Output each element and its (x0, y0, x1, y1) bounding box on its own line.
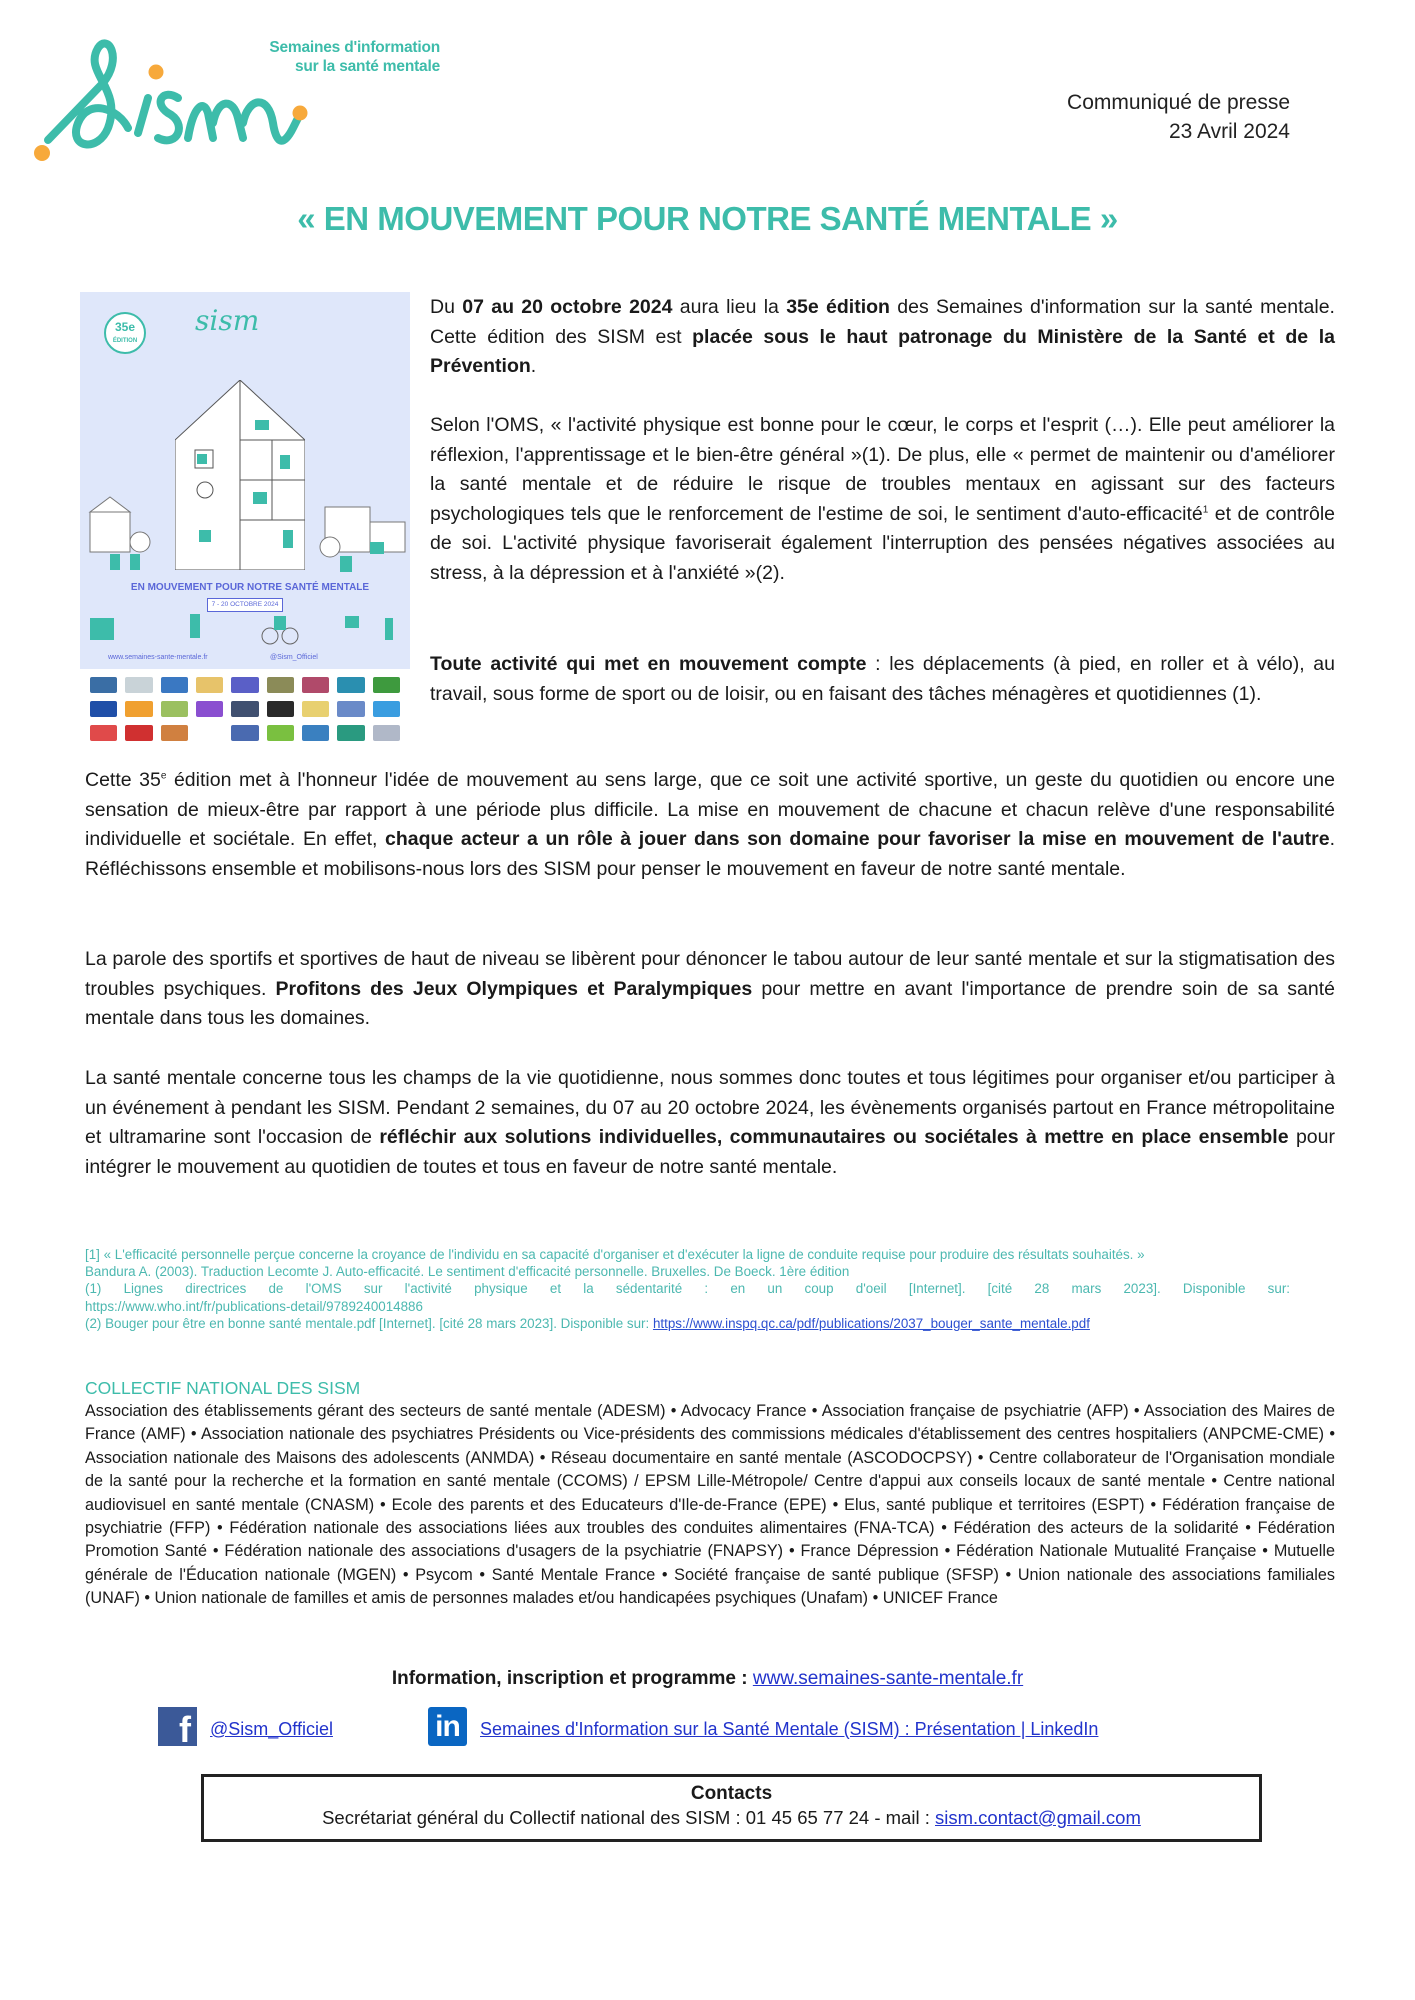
partner-logo (161, 701, 188, 717)
partner-logo (302, 677, 329, 693)
footnote-inspq: (2) Bouger pour être en bonne santé mentale.pdf [Internet]. [cité 28 mars 2023]. Disponible sur: https://www.inspq.qc.ca/pdf/publications/2037_bouger_sante_mentale.pdf (85, 1315, 1090, 1331)
partner-logo (231, 725, 258, 741)
partner-logo (373, 677, 400, 693)
contacts-title: Contacts (690, 1783, 773, 1804)
partner-logo (302, 701, 329, 717)
footnote-1-source: Bandura A. (2003). Traduction Lecomte J. Auto-efficacité. Le sentiment d'efficacité personnelle. Bruxelles. De Boeck. 1ère édition (85, 1264, 850, 1280)
partner-logo (196, 725, 223, 741)
footnote-oms: (1) Lignes directrices de l'OMS sur l'activité physique et la sédentarité : en un coup d'oeil [Internet]. [cité 28 mars 2023]. Disponible sur: (85, 1281, 1290, 1297)
partner-logo (196, 701, 223, 717)
poster-website: www.semaines-sante-mentale.fr (108, 654, 208, 661)
press-release-header (1067, 88, 1290, 146)
contacts-line: Secrétariat général du Collectif national des SISM : 01 45 65 77 24 - mail : sism.contact@gmail.com (322, 1807, 1141, 1828)
poster-logo: sism (195, 304, 260, 337)
partner-logo (90, 701, 117, 717)
partner-logo (90, 677, 117, 693)
poster-banner-date: 7 - 20 OCTOBRE 2024 (207, 598, 283, 612)
partner-logo (125, 725, 152, 741)
partner-logo (231, 677, 258, 693)
footnote-1: [1] « L'efficacité personnelle perçue concerne la croyance de l'individu en sa capacité d'organiser et d'exécuter la ligne de conduite requise pour produire des résultats souhaités. » (85, 1247, 1145, 1262)
website-link[interactable]: www.semaines-sante-mentale.fr (752, 1668, 1024, 1689)
event-poster-image (80, 292, 410, 747)
partner-logo (267, 701, 294, 717)
facebook-icon[interactable]: f (158, 1707, 197, 1746)
poster-footer-bar (80, 647, 410, 669)
partner-logo (373, 701, 400, 717)
collectif-title: COLLECTIF NATIONAL DES SISM (85, 1378, 361, 1398)
linkedin-icon[interactable]: in (428, 1707, 467, 1746)
people-illustration-icon (80, 610, 410, 646)
footnote-oms-url: https://www.who.int/fr/publications-detail/9789240014886 (85, 1298, 423, 1314)
poster-social-handle: @Sism_Officiel (270, 654, 318, 661)
doc-type: Communiqué de presse (1067, 91, 1290, 114)
poster-banner-title: EN MOUVEMENT POUR NOTRE SANTÉ MENTALE (130, 582, 370, 593)
partner-logo (267, 725, 294, 741)
partner-logo (373, 725, 400, 741)
info-label: Information, inscription et programme : (391, 1668, 753, 1689)
partner-logo (90, 725, 117, 741)
release-date: 23 Avril 2024 (1168, 120, 1290, 143)
partner-logo (196, 677, 223, 693)
logo-tagline: Semaines d'information sur la santé mentale (269, 39, 440, 75)
footnotes (85, 1246, 1290, 1332)
partner-logo (161, 677, 188, 693)
partner-logo (337, 725, 364, 741)
partner-logo (337, 701, 364, 717)
oms-paragraph: Selon l'OMS, « l'activité physique est bonne pour le cœur, le corps et l'esprit (…). Elle peut améliorer la réflexion, l'apprentissage et le bien-être général »(1). De plus, elle « permet de maintenir ou d'améliorer la santé mentale et de réduire le risque de troubles mentaux en agissant sur des facteurs psychologiques tels que le renforcement de l'estime de soi, le sentiment d'auto-efficacité$^1$ et de contrôle de soi. L'activité physique favoriserait également l'interruption des pensées négatives associées au stress, à la dépression et à l'anxiété »(2). (430, 414, 1335, 584)
sism-logo (28, 28, 440, 173)
linkedin-link[interactable]: Semaines d'Information sur la Santé Mentale (SISM) : Présentation | LinkedIn (480, 1719, 1099, 1739)
page-title: « EN MOUVEMENT POUR NOTRE SANTÉ MENTALE » (297, 200, 1118, 237)
collectif-members: Association des établissements gérant des secteurs de santé mentale (ADESM) • Advocacy France • Association française de psychiatrie (AFP) • Association des Maires de France (AMF) • Association nationale des psychiatres Présidents ou Vice-présidents des commissions médicales d'établissement des centres hospitaliers (ANPCME-CME) • Association nationale des Maisons des adolescents (ANMDA) • Réseau documentaire en santé mentale (ASCODOCPSY) • Centre collaborateur de l'Organisation mondiale de la santé pour la recherche et la formation en santé mentale (CCOMS) / EPSM Lille-Métropole/ Centre d'appui aux conseils locaux de santé mentale • Centre national audiovisuel en santé mentale (CNASM) • Ecole des parents et des Educateurs d'Ile-de-France (EPE) • Elus, santé publique et territoires (ESPT) • Fédération française de psychiatrie (FFP) • Fédération nationale des associations liées aux troubles des conduites alimentaires (FNA-TCA) • Fédération des acteurs de la solidarité • Fédération Promotion Santé • Fédération nationale des associations d'usagers de la psychiatrie (FNAPSY) • France Dépression • Fédération Nationale Mutualité Française • Mutuelle générale de l'Éducation nationale (MGEN) • Psycom • Santé Mentale France • Société française de santé publique (SFSP) • Union nationale des associations familiales (UNAF) • Union nationale de familles et amis de personnes malades et/ou handicapées psychiques (Unafam) • UNICEF France (85, 1402, 1335, 1608)
facebook-link[interactable]: @Sism_Officiel (210, 1719, 333, 1739)
edition-badge: 35e ÉDITION (104, 312, 146, 354)
partner-logos-grid (90, 677, 400, 743)
athletes-paragraph: La parole des sportifs et sportives de haut de niveau se libèrent pour dénoncer le tabou autour de leur santé mentale et sur la stigmatisation des troubles psychiques. Profitons des Jeux Olympiques et Paralympiques pour mettre en avant l'importance de prendre soin de sa santé mentale dans tous les domaines. (85, 948, 1335, 1030)
partner-logo (302, 725, 329, 741)
edition-paragraph: Cette 35e édition met à l'honneur l'idée de mouvement au sens large, que ce soit une activité sportive, un geste du quotidien ou encore une sensation de mieux-être par rapport à une période plus difficile. La mise en mouvement de chacune et chacun relève d'une responsabilité individuelle et sociétale. En effet, chaque acteur a un rôle à jouer dans son domaine pour favoriser la mise en mouvement de l'autre. Réfléchissons ensemble et mobilisons-nous lors des SISM pour penser le mouvement en faveur de notre santé mentale. (85, 769, 1336, 880)
partner-logo (231, 701, 258, 717)
contacts-box (201, 1774, 1262, 1842)
partner-logo (267, 677, 294, 693)
partner-logo (125, 677, 152, 693)
street-illustration-icon (80, 492, 410, 582)
activity-paragraph: Toute activité qui met en mouvement compte : les déplacements (à pied, en roller et à vélo), au travail, sous forme de sport ou de loisir, ou en faisant des tâches ménagères et quotidiennes (1). (430, 653, 1335, 705)
partner-logo (337, 677, 364, 693)
email-link[interactable]: sism.contact@gmail.com (935, 1807, 1141, 1828)
events-paragraph: La santé mentale concerne tous les champs de la vie quotidienne, nous sommes donc toutes et tous légitimes pour organiser et/ou participer à un événement à pendant les SISM. Pendant 2 semaines, du 07 au 20 octobre 2024, les évènements organisés partout en France métropolitaine et ultramarine sont l'occasion de réfléchir aux solutions individuelles, communautaires ou sociétales à mettre en place ensemble pour intégrer le mouvement au quotidien de toutes et tous en faveur de notre santé mentale. (85, 1067, 1335, 1178)
partner-logo (125, 701, 152, 717)
inspq-link[interactable]: https://www.inspq.qc.ca/pdf/publications/2037_bouger_sante_mentale.pdf (652, 1315, 1090, 1331)
info-line (0, 1668, 1415, 1690)
intro-paragraph: Du 07 au 20 octobre 2024 aura lieu la 35e édition des Semaines d'information sur la santé mentale. Cette édition des SISM est placée sous le haut patronage du Ministère de la Santé et de la Prévention. (430, 296, 1335, 378)
partner-logo (161, 725, 188, 741)
